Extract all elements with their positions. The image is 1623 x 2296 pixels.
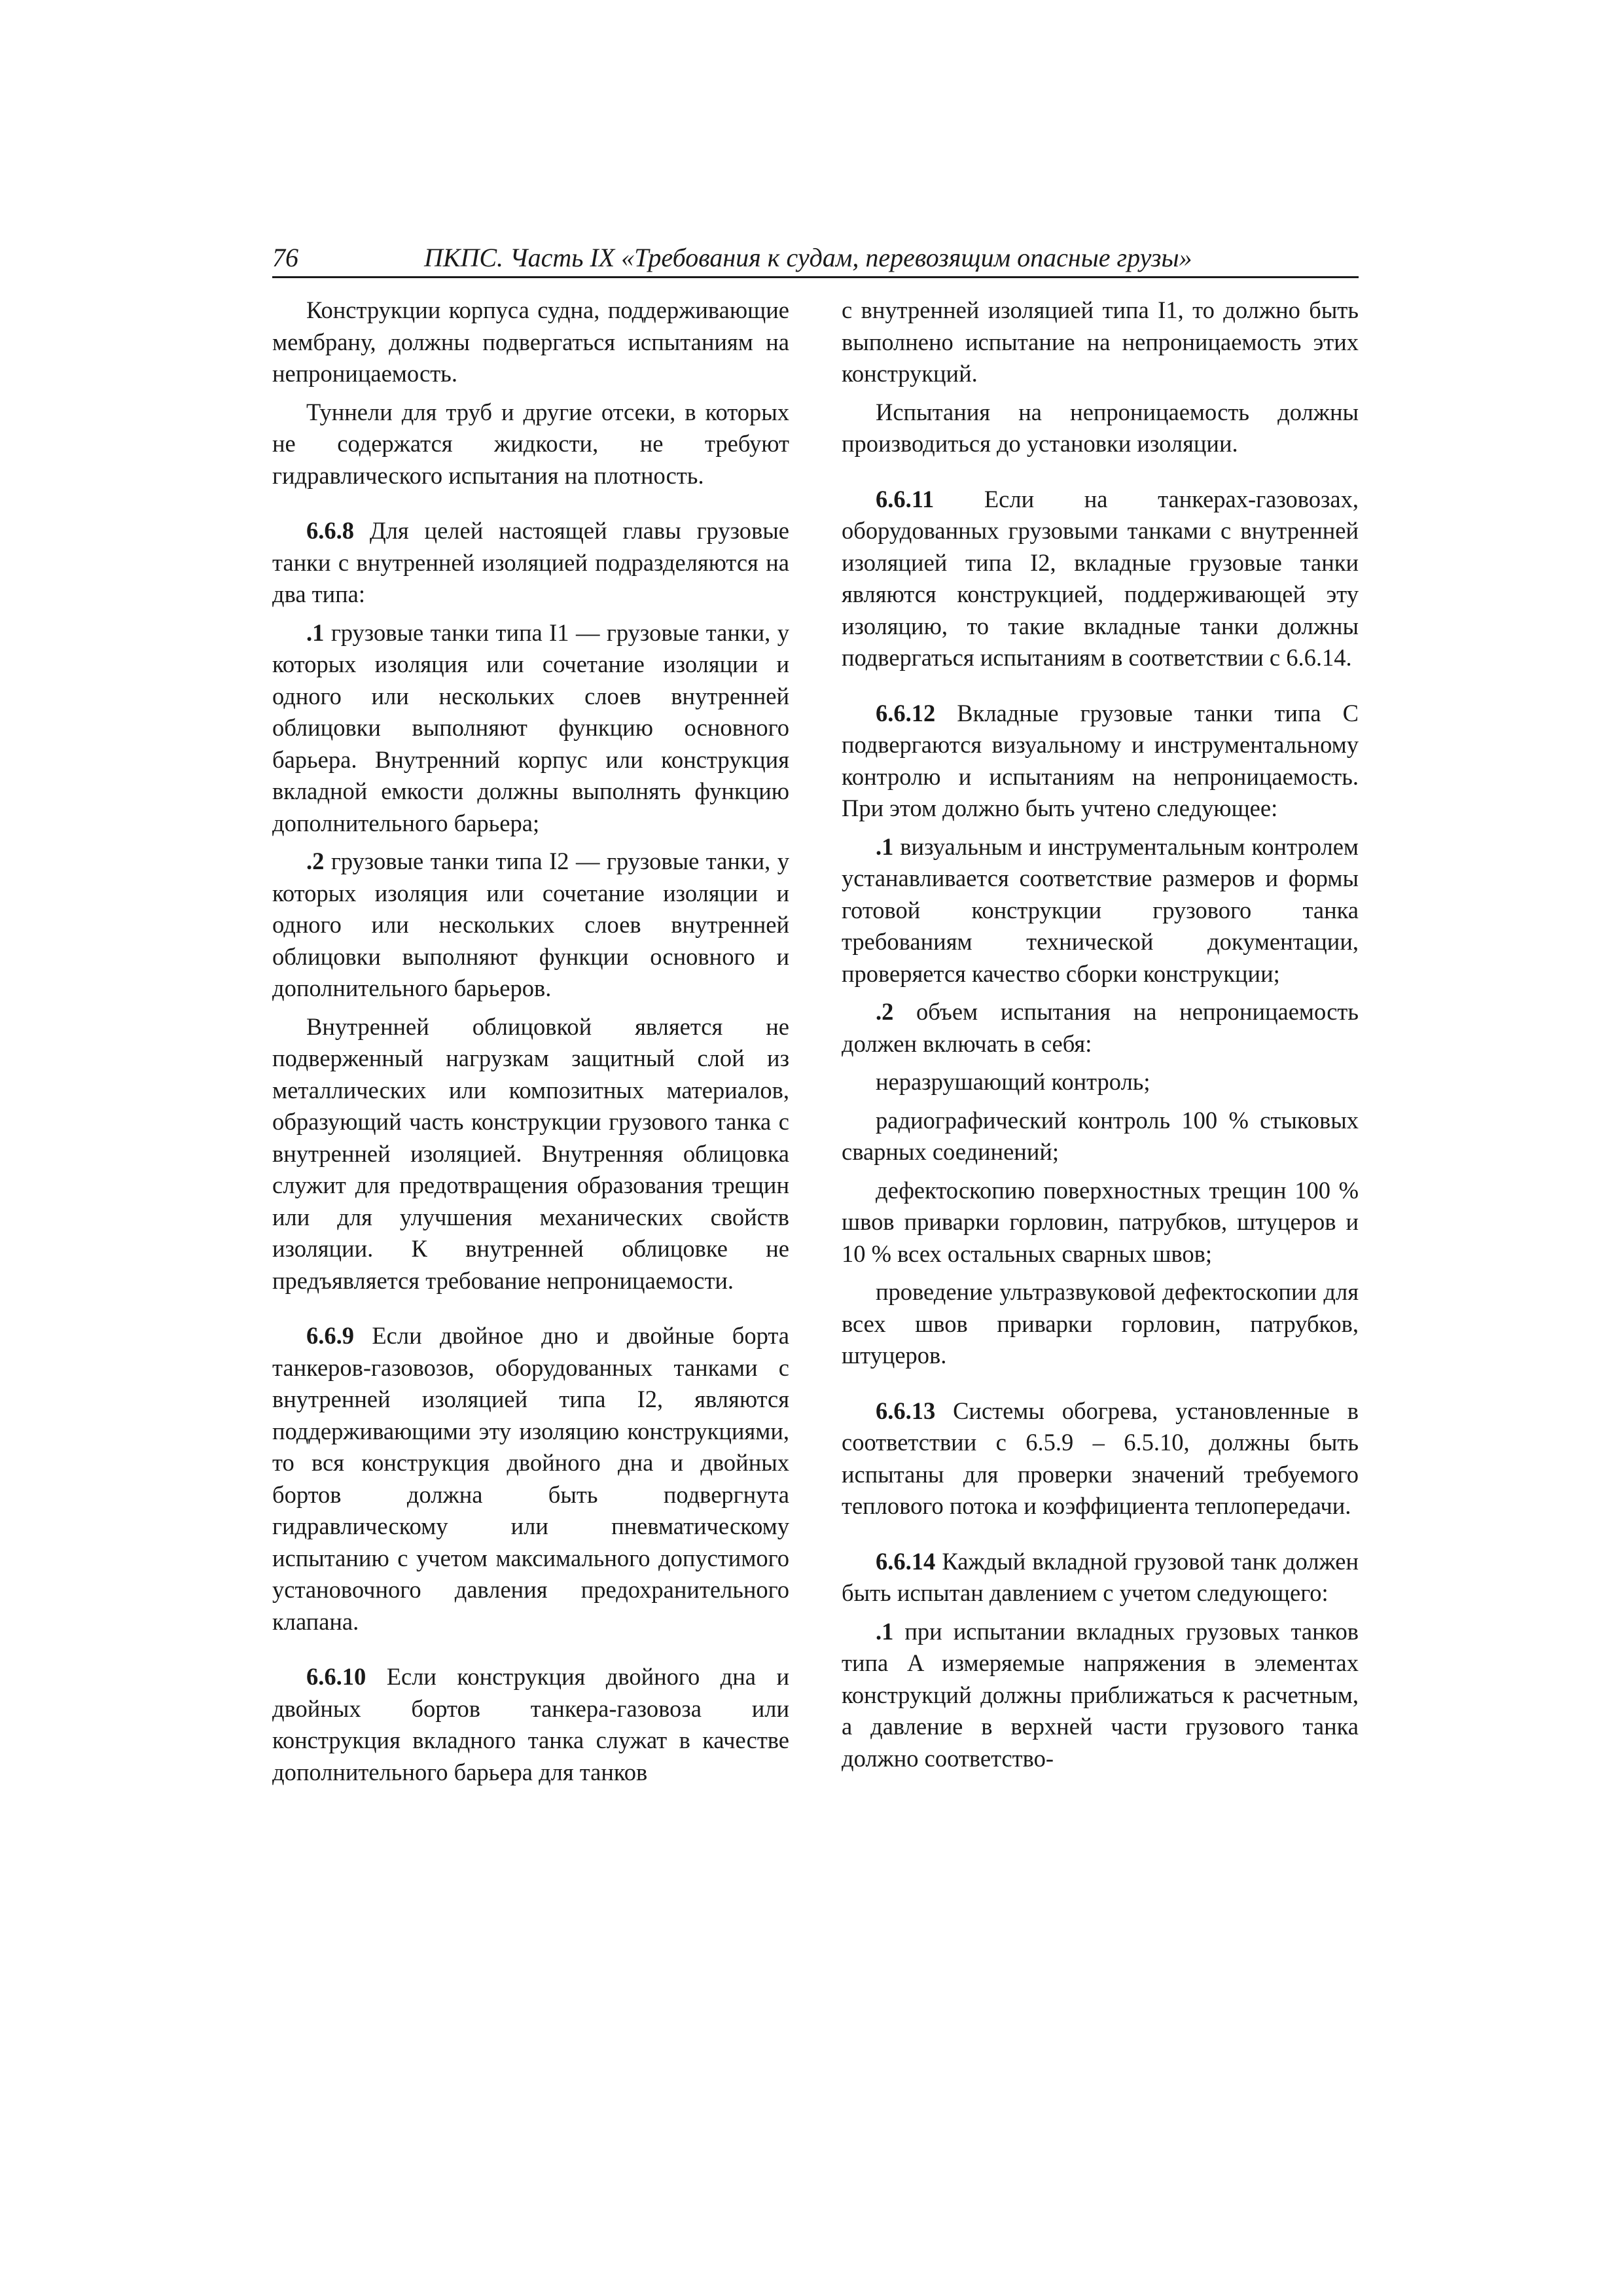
paragraph-text: грузовые танки типа I2 — грузовые танки, у которых изоляция или сочетание изоляции и одного или нескольких слоев внутренней облицовки выполняют функции основного и дополнительного барьеров. (272, 848, 789, 1001)
paragraph-text: Системы обогрева, установленные в соответствии с 6.5.9 – 6.5.10, должны быть испытаны для проверки значений требуемого теплового потока и коэффициента теплопередачи. (842, 1397, 1359, 1519)
clause-number: .1 (876, 833, 894, 860)
paragraph (842, 1105, 1359, 1168)
clause-number: .1 (306, 619, 325, 646)
paragraph (842, 831, 1359, 990)
paragraph-text: радиографический контроль 100 % стыковых сварных соединений; (842, 1106, 1359, 1165)
paragraph (272, 846, 789, 1005)
paragraph (272, 397, 789, 492)
paragraph (842, 397, 1359, 460)
paragraph-text: Если конструкция двойного дна и двойных бортов танкера-газовоза или конструкция вкладного танка служат в качестве дополнительного барьера для танков (272, 1663, 789, 1785)
clause-number: 6.6.14 (876, 1547, 936, 1575)
paragraph-text: грузовые танки типа I1 — грузовые танки, у которых изоляция или сочетание изоляции и одного или нескольких слоев внутренней облицовки выполняют функцию основного барьера. Внутренний корпус или конструкция вкладной емкости должны выполнять функцию дополнительного барьера; (272, 619, 789, 836)
clause-number: .1 (876, 1617, 894, 1645)
clause-number: 6.6.13 (876, 1397, 936, 1424)
paragraph-text: Если двойное дно и двойные борта танкеров-газовозов, оборудованных танками с внутренней изоляцией типа I2, являются поддерживающими эту изоляцию конструкциями, то вся конструкция двойного дна и двойных бортов должна быть подвергнута гидравлическому или пневматическому испытанию с учетом максимального допустимого установочного давления предохранительного клапана. (272, 1322, 789, 1635)
paragraph-text: Испытания на непроницаемость должны производиться до установки изоляции. (842, 398, 1359, 457)
paragraph-text: Если на танкерах-газовозах, оборудованных грузовыми танками с внутренней изоляцией типа I2, вкладные грузовые танки являются конструкцией, поддерживающей эту изоляцию, то такие вкладные танки должны подвергаться испытаниям в соответствии с 6.6.14. (842, 485, 1359, 671)
paragraph-text: Каждый вкладной грузовой танк должен быть испытан давлением с учетом следующего: (842, 1547, 1359, 1606)
paragraph (272, 1320, 789, 1638)
paragraph-text: Внутренней облицовкой является не подверженный нагрузкам защитный слой из металлических или композитных материалов, образующий часть конструкции грузового танка с внутренней изоляцией. Внутренняя облицовка служит для предотвращения образования трещин или для улучшения механических свойств изоляции. К внутренней облицовке не предъявляется требование непроницаемости. (272, 1013, 789, 1294)
paragraph-text: Для целей настоящей главы грузовые танки с внутренней изоляцией подразделяются на два типа: (272, 517, 789, 607)
paragraph-text: Туннели для труб и другие отсеки, в которых не содержатся жидкости, не требуют гидравлического испытания на плотность. (272, 398, 789, 489)
paragraph (272, 295, 789, 390)
left-column (272, 295, 789, 1788)
clause-number: 6.6.8 (306, 517, 354, 544)
paragraph (272, 1661, 789, 1788)
page-number: 76 (272, 243, 298, 272)
paragraph-text: визуальным и инструментальным контролем устанавливается соответствие размеров и формы готовой конструкции грузового танка требованиям технической документации, проверяется качество сборки конструкции; (842, 833, 1359, 987)
paragraph (842, 1616, 1359, 1775)
paragraph (842, 698, 1359, 825)
paragraph-text: при испытании вкладных грузовых танков типа A измеряемые напряжения в элементах конструкций должны приближаться к расчетным, а давление в верхней части грузового танка должно соответство- (842, 1617, 1359, 1772)
paragraph-text: дефектоскопию поверхностных трещин 100 % швов приварки горловин, патрубков, штуцеров и 10 % всех остальных сварных швов; (842, 1176, 1359, 1267)
paragraph (842, 1395, 1359, 1522)
paragraph (842, 996, 1359, 1060)
paragraph (272, 515, 789, 611)
paragraph (842, 1175, 1359, 1270)
paragraph (842, 1276, 1359, 1372)
clause-number: .2 (306, 848, 325, 874)
paragraph-text: Вкладные грузовые танки типа C подвергаются визуальному и инструментальному контролю и испытаниям на непроницаемость. При этом должно быть учтено следующее: (842, 699, 1359, 821)
clause-number: 6.6.11 (876, 485, 935, 512)
clause-number: 6.6.10 (306, 1663, 366, 1690)
clause-number: .2 (876, 998, 894, 1025)
paragraph-text: Конструкции корпуса судна, поддерживающие мембрану, должны подвергаться испытаниям на непроницаемость. (272, 296, 789, 387)
right-column (842, 295, 1359, 1774)
paragraph-text: проведение ультразвуковой дефектоскопии для всех швов приварки горловин, патрубков, штуцеров. (842, 1278, 1359, 1369)
paragraph-text: с внутренней изоляцией типа I1, то должно быть выполнено испытание на непроницаемость этих конструкций. (842, 296, 1359, 387)
paragraph-text: объем испытания на непроницаемость должен включать в себя: (842, 998, 1359, 1057)
paragraph (842, 1066, 1359, 1098)
clause-number: 6.6.9 (306, 1322, 354, 1349)
page-header (272, 240, 1359, 278)
paragraph (842, 484, 1359, 674)
paragraph (272, 617, 789, 840)
running-title: ПКПС. Часть IX «Требования к судам, перевозящим опасные грузы» (424, 243, 1192, 272)
paragraph (842, 295, 1359, 390)
paragraph (842, 1546, 1359, 1609)
paragraph-text: неразрушающий контроль; (876, 1068, 1150, 1095)
clause-number: 6.6.12 (876, 699, 936, 726)
paragraph (272, 1011, 789, 1297)
